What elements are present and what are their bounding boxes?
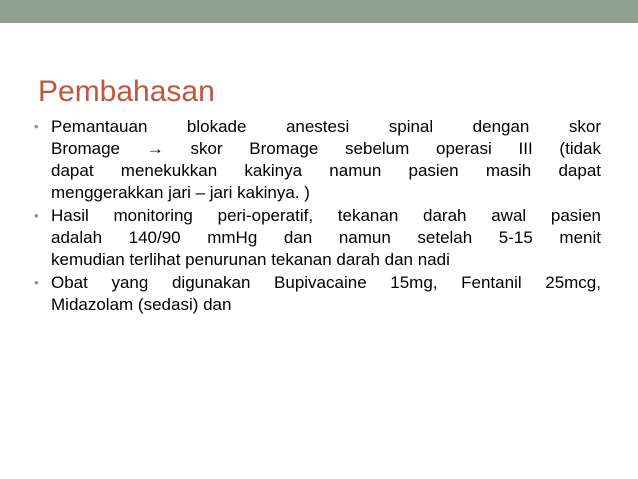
bullet-marker: • [34, 275, 39, 290]
top-accent-bar [0, 0, 638, 23]
bullet-line: menggerakkan jari – jari kakinya. ) [51, 183, 310, 202]
bullet-line: Hasil monitoring peri-operatif, tekanan darah awal pasien [51, 206, 601, 225]
bullet-item [34, 116, 601, 204]
bullet-item [34, 205, 601, 271]
bullet-line: Bromage → skor Bromage sebelum operasi III (tidak [51, 139, 601, 158]
bullet-line: Obat yang digunakan Bupivacaine 15mg, Fentanil 25mcg, [51, 273, 601, 292]
bullet-line: dapat menekukkan kakinya namun pasien masih dapat [51, 161, 601, 180]
bullet-item [34, 272, 601, 316]
bullet-marker: • [34, 208, 39, 223]
bullet-line: adalah 140/90 mmHg dan namun setelah 5-15 menit [51, 228, 601, 247]
slide-title: Pembahasan [38, 75, 215, 109]
bullet-line: Pemantauan blokade anestesi spinal dengan skor [51, 117, 601, 136]
bullet-list [34, 116, 601, 317]
bullet-marker: • [34, 119, 39, 134]
bullet-line: Midazolam (sedasi) dan [51, 295, 232, 314]
bullet-line: kemudian terlihat penurunan tekanan darah dan nadi [51, 250, 450, 269]
